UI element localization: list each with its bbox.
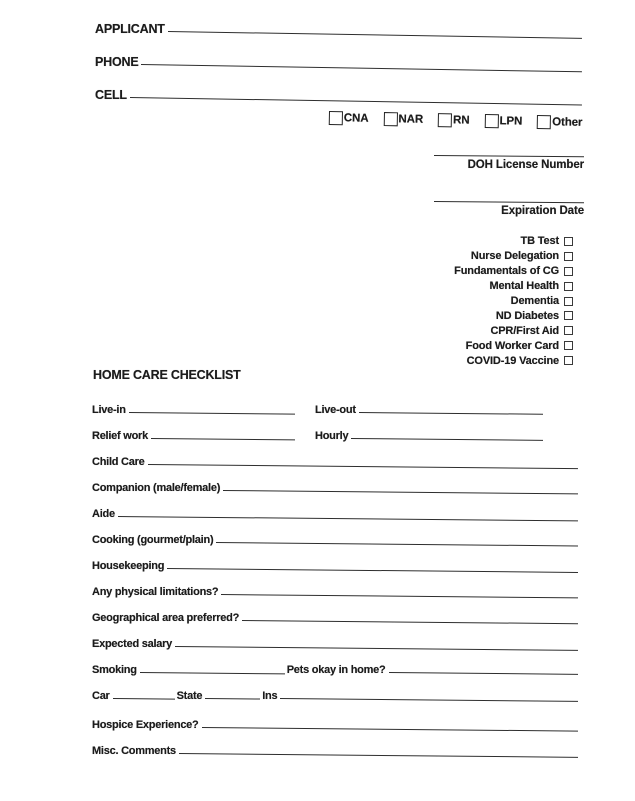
applicant-label: APPLICANT	[95, 21, 165, 36]
cna-checkbox-icon[interactable]	[329, 111, 343, 125]
state-label: State	[176, 690, 203, 702]
checklist-row-geographical-area	[92, 598, 578, 624]
nd-diabetes-label: ND Diabetes	[495, 309, 559, 322]
checklist-row-smoking-pets	[92, 650, 578, 676]
covid-19-vaccine-label: COVID-19 Vaccine	[466, 354, 559, 367]
cna-label: CNA	[343, 112, 369, 125]
nurse-delegation-label: Nurse Delegation	[470, 250, 559, 263]
applicant-info-section	[95, 13, 582, 112]
lpn-checkbox-icon[interactable]	[484, 114, 498, 128]
qualification-row-nurse-delegation	[454, 249, 573, 264]
other-checkbox-icon[interactable]	[537, 115, 551, 129]
home-care-checklist-heading: HOME CARE CHECKLIST	[93, 368, 241, 382]
cooking-label: Cooking (gourmet/plain)	[92, 534, 214, 546]
expiration-date-label: Expiration Date	[501, 205, 584, 217]
other-label: Other	[552, 116, 583, 129]
checklist-row-misc-comments	[92, 731, 578, 757]
checklist-row-expected-salary	[92, 624, 578, 650]
qualification-row-food-worker-card	[454, 338, 573, 353]
geographical-area-label: Geographical area preferred?	[92, 612, 240, 624]
food-worker-card-checkbox-icon[interactable]	[564, 341, 573, 350]
child-care-label: Child Care	[92, 456, 145, 468]
car-label: Car	[92, 690, 110, 702]
credential-option-nar[interactable]	[383, 112, 423, 127]
qualification-row-tb-test	[454, 234, 573, 249]
checklist-row-live-in-live-out	[92, 390, 578, 416]
pets-okay-fill-line[interactable]	[389, 672, 578, 675]
mental-health-label: Mental Health	[489, 280, 559, 293]
cell-label: CELL	[95, 87, 127, 102]
rn-checkbox-icon[interactable]	[438, 113, 452, 127]
smoking-fill-line[interactable]	[140, 672, 285, 674]
checklist-row-aide	[92, 494, 578, 520]
expected-salary-label: Expected salary	[92, 638, 173, 650]
pets-okay-label: Pets okay in home?	[286, 664, 386, 676]
live-out-fill-line[interactable]	[359, 412, 543, 415]
doh-license-fill-line[interactable]	[434, 149, 584, 157]
ins-label: Ins	[262, 690, 278, 702]
expiration-date-block	[434, 195, 584, 217]
checklist-row-child-care	[92, 442, 578, 468]
nar-label: NAR	[398, 113, 424, 126]
nurse-delegation-checkbox-icon[interactable]	[564, 252, 573, 261]
cpr-first-aid-checkbox-icon[interactable]	[564, 326, 573, 335]
credential-option-other[interactable]	[537, 115, 582, 130]
qualifications-checklist	[454, 234, 573, 368]
field-row-applicant	[95, 13, 582, 35]
doh-license-block	[434, 149, 584, 171]
hospice-experience-label: Hospice Experience?	[92, 719, 199, 731]
relief-work-label: Relief work	[92, 430, 148, 442]
qualification-row-cpr-first-aid	[454, 323, 573, 338]
live-in-fill-line[interactable]	[129, 412, 295, 415]
ins-fill-line[interactable]	[280, 698, 578, 702]
nd-diabetes-checkbox-icon[interactable]	[564, 311, 573, 320]
fundamentals-of-cg-checkbox-icon[interactable]	[564, 267, 573, 276]
doh-license-label: DOH License Number	[467, 159, 584, 171]
applicant-fill-line[interactable]	[168, 31, 582, 39]
credential-option-cna[interactable]	[329, 111, 369, 126]
food-worker-card-label: Food Worker Card	[465, 339, 559, 352]
smoking-label: Smoking	[92, 664, 137, 676]
hourly-fill-line[interactable]	[351, 438, 543, 441]
dementia-label: Dementia	[510, 295, 559, 307]
qualification-row-dementia	[454, 294, 573, 309]
cpr-first-aid-label: CPR/First Aid	[490, 324, 559, 337]
checklist-row-relief-work-hourly	[92, 416, 578, 442]
tb-test-label: TB Test	[520, 235, 559, 248]
physical-limitations-label: Any physical limitations?	[92, 586, 219, 598]
credential-option-lpn[interactable]	[484, 114, 522, 129]
companion-label: Companion (male/female)	[92, 482, 221, 494]
qualification-row-fundamentals-of-cg	[454, 264, 573, 279]
phone-fill-line[interactable]	[141, 64, 582, 72]
credential-option-rn[interactable]	[438, 113, 470, 128]
live-out-label: Live-out	[315, 404, 356, 416]
mental-health-checkbox-icon[interactable]	[564, 282, 573, 291]
home-care-checklist-section	[92, 390, 578, 757]
car-fill-line[interactable]	[113, 698, 175, 700]
field-row-cell	[95, 79, 582, 101]
nar-checkbox-icon[interactable]	[383, 112, 397, 126]
fundamentals-of-cg-label: Fundamentals of CG	[454, 265, 559, 278]
qualification-row-covid-19-vaccine	[454, 353, 573, 368]
state-fill-line[interactable]	[205, 698, 260, 700]
cell-fill-line[interactable]	[130, 97, 582, 105]
checklist-row-cooking	[92, 520, 578, 546]
lpn-label: LPN	[499, 115, 523, 128]
qualification-row-mental-health	[454, 279, 573, 294]
covid-19-vaccine-checkbox-icon[interactable]	[564, 356, 573, 365]
checklist-row-hospice-experience	[92, 705, 578, 731]
misc-comments-fill-line[interactable]	[179, 753, 578, 758]
field-row-phone	[95, 46, 582, 68]
housekeeping-label: Housekeeping	[92, 560, 165, 572]
phone-label: PHONE	[95, 54, 139, 69]
rn-label: RN	[452, 114, 470, 127]
qualification-row-nd-diabetes	[454, 308, 573, 323]
live-in-label: Live-in	[92, 404, 126, 416]
misc-comments-label: Misc. Comments	[92, 745, 176, 757]
aide-label: Aide	[92, 508, 115, 520]
checklist-row-housekeeping	[92, 546, 578, 572]
credential-checkbox-row	[329, 111, 583, 130]
checklist-row-companion	[92, 468, 578, 494]
expiration-date-fill-line[interactable]	[434, 195, 584, 203]
tb-test-checkbox-icon[interactable]	[564, 237, 573, 246]
relief-work-fill-line[interactable]	[151, 438, 295, 440]
checklist-row-car-state-ins	[92, 676, 578, 702]
checklist-row-physical-limitations	[92, 572, 578, 598]
dementia-checkbox-icon[interactable]	[564, 297, 573, 306]
hourly-label: Hourly	[315, 430, 349, 442]
